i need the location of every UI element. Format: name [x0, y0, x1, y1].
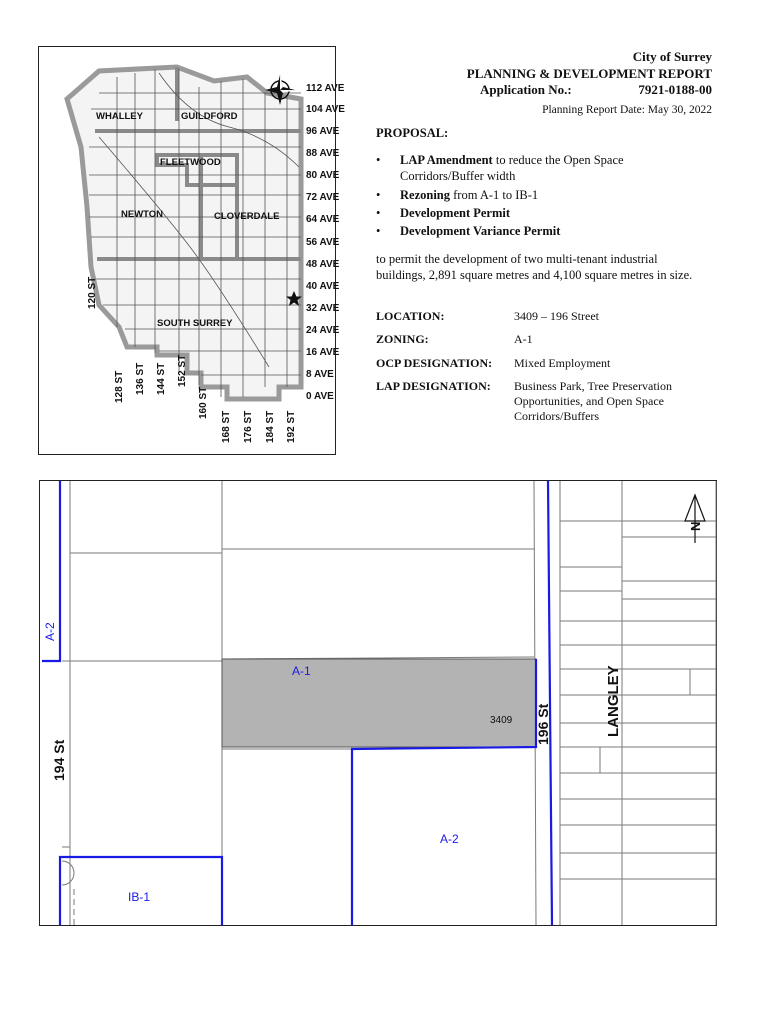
- bullet-icon: •: [376, 206, 381, 220]
- detail-label: LOCATION:: [376, 309, 445, 323]
- detail-value: Mixed Employment: [514, 356, 611, 370]
- application-number-row: [480, 82, 712, 98]
- zone-label-ib1: IB-1: [128, 890, 151, 904]
- north-label: N: [688, 521, 703, 531]
- area-label-newton: NEWTON: [121, 209, 164, 220]
- site-map: [39, 480, 717, 926]
- proposal-item: [376, 152, 716, 186]
- zone-label-a2-south: A-2: [440, 832, 459, 846]
- area-label-south-surrey: SOUTH SURREY: [157, 318, 233, 329]
- avenue-label: 48 AVE: [306, 259, 340, 270]
- detail-value: Business Park, Tree Preservation Opportunities, and Open Space Corridors/Buffers: [514, 379, 672, 423]
- street-label: 160 ST: [198, 386, 209, 419]
- key-map: [38, 46, 345, 455]
- detail-value: A-1: [514, 332, 533, 346]
- detail-row-zoning: [376, 332, 716, 348]
- proposal-item-text: from A-1 to IB-1: [450, 188, 539, 202]
- proposal-item-bold: Development Permit: [400, 206, 511, 220]
- street-label: 144 ST: [156, 362, 167, 395]
- area-label-whalley: WHALLEY: [96, 111, 143, 122]
- street-label: 192 ST: [286, 410, 297, 443]
- proposal-purpose: to permit the development of two multi-tenant industrial buildings, 2,891 square metres and 4,100 square metres in size.: [376, 252, 693, 282]
- street-label: 120 ST: [87, 276, 98, 309]
- avenue-label: 32 AVE: [306, 303, 340, 314]
- address-number: 3409: [490, 715, 513, 726]
- avenue-label: 112 AVE: [306, 83, 345, 94]
- avenue-label: 56 AVE: [306, 237, 340, 248]
- subject-property: [222, 659, 536, 747]
- street-label-194: 194 St: [51, 739, 67, 781]
- bullet-icon: •: [376, 153, 381, 167]
- detail-label: LAP DESIGNATION:: [376, 379, 491, 393]
- area-label-fleetwood: FLEETWOOD: [160, 157, 221, 168]
- bullet-icon: •: [376, 224, 381, 238]
- site-map-graphic: [40, 481, 716, 925]
- avenue-label: 8 AVE: [306, 369, 334, 380]
- report-title: PLANNING & DEVELOPMENT REPORT: [466, 66, 712, 81]
- street-label: 176 ST: [243, 410, 254, 443]
- street-label: 136 ST: [135, 362, 146, 395]
- avenue-label: 96 AVE: [306, 126, 340, 137]
- street-label: 184 ST: [265, 410, 276, 443]
- avenue-label: 16 AVE: [306, 347, 340, 358]
- avenue-label: 80 AVE: [306, 170, 340, 181]
- zone-boundary-196: [548, 481, 552, 925]
- bullet-icon: •: [376, 188, 381, 202]
- proposal-item-text: to reduce the Open Space Corridors/Buffer width: [400, 153, 624, 183]
- detail-row-location: [376, 309, 716, 325]
- avenue-label: 24 AVE: [306, 325, 340, 336]
- avenue-label: 104 AVE: [306, 104, 345, 115]
- area-label-cloverdale: CLOVERDALE: [214, 211, 280, 222]
- area-label-guildford: GUILDFORD: [181, 111, 238, 122]
- detail-value: 3409 – 196 Street: [514, 309, 599, 323]
- avenue-label: 72 AVE: [306, 192, 340, 203]
- street-label: 152 ST: [177, 354, 188, 387]
- city-name: City of Surrey: [632, 49, 712, 64]
- proposal-item-bold: Development Variance Permit: [400, 224, 561, 238]
- proposal-item-bold: LAP Amendment: [400, 153, 493, 167]
- avenue-label: 0 AVE: [306, 391, 334, 402]
- detail-row-ocp: [376, 356, 716, 372]
- proposal-item: [376, 205, 716, 221]
- application-number-value: 7921-0188-00: [638, 82, 712, 97]
- proposal-heading: PROPOSAL:: [376, 126, 449, 140]
- avenue-label: 40 AVE: [306, 281, 340, 292]
- proposal-item: [376, 223, 716, 239]
- street-label-196: 196 St: [535, 703, 551, 745]
- street-label: 128 ST: [114, 370, 125, 403]
- key-map-graphic: [39, 47, 345, 454]
- avenue-label: 64 AVE: [306, 214, 340, 225]
- zone-label-a2-west: A-2: [43, 622, 57, 641]
- street-label: 168 ST: [221, 410, 232, 443]
- detail-label: OCP DESIGNATION:: [376, 356, 493, 370]
- detail-row-lap: [376, 379, 716, 427]
- detail-label: ZONING:: [376, 332, 429, 346]
- avenue-label: 88 AVE: [306, 148, 340, 159]
- proposal-item: [376, 187, 716, 203]
- proposal-item-bold: Rezoning: [400, 188, 450, 202]
- municipality-label: LANGLEY: [605, 665, 622, 737]
- zone-label-a1: A-1: [292, 664, 311, 678]
- application-number-label: Application No.:: [480, 82, 572, 97]
- report-date: Planning Report Date: May 30, 2022: [542, 104, 712, 116]
- north-arrow-icon: [685, 495, 705, 543]
